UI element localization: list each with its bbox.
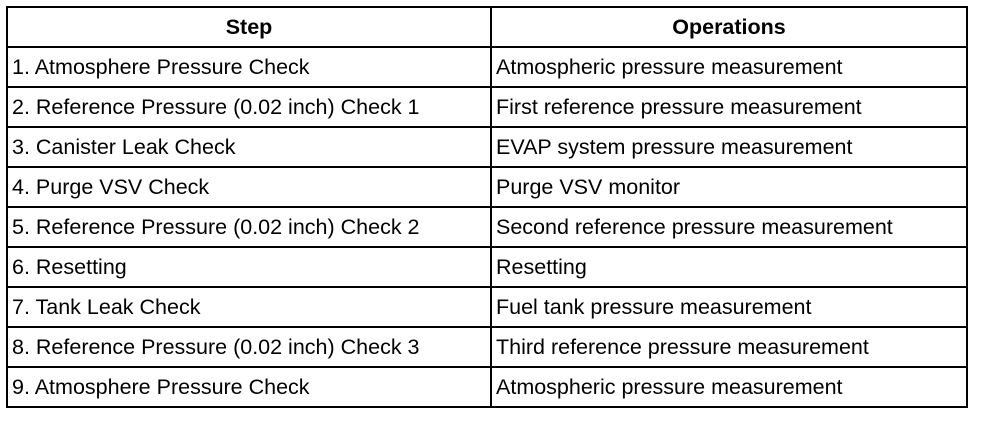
operation-cell: First reference pressure measurement	[491, 87, 967, 127]
operation-cell: Atmospheric pressure measurement	[491, 47, 967, 87]
table-row	[7, 287, 967, 327]
table-row	[7, 247, 967, 287]
table-row	[7, 47, 967, 87]
step-cell: 5. Reference Pressure (0.02 inch) Check 2	[7, 207, 491, 247]
table-row	[7, 87, 967, 127]
header-row	[7, 7, 967, 47]
operation-cell: EVAP system pressure measurement	[491, 127, 967, 167]
operation-cell: Atmospheric pressure measurement	[491, 367, 967, 407]
step-cell: 8. Reference Pressure (0.02 inch) Check 3	[7, 327, 491, 367]
step-cell: 3. Canister Leak Check	[7, 127, 491, 167]
operation-cell: Third reference pressure measurement	[491, 327, 967, 367]
operation-cell: Fuel tank pressure measurement	[491, 287, 967, 327]
table-row	[7, 207, 967, 247]
steps-operations-table	[6, 6, 968, 408]
operations-column-header: Operations	[491, 7, 967, 47]
step-cell: 9. Atmosphere Pressure Check	[7, 367, 491, 407]
step-cell: 6. Resetting	[7, 247, 491, 287]
table-header	[7, 7, 967, 47]
table-row	[7, 127, 967, 167]
step-cell: 1. Atmosphere Pressure Check	[7, 47, 491, 87]
table-row	[7, 367, 967, 407]
step-cell: 7. Tank Leak Check	[7, 287, 491, 327]
operation-cell: Resetting	[491, 247, 967, 287]
step-column-header: Step	[7, 7, 491, 47]
step-cell: 4. Purge VSV Check	[7, 167, 491, 207]
table-row	[7, 327, 967, 367]
operation-cell: Second reference pressure measurement	[491, 207, 967, 247]
table-row	[7, 167, 967, 207]
operation-cell: Purge VSV monitor	[491, 167, 967, 207]
step-cell: 2. Reference Pressure (0.02 inch) Check 1	[7, 87, 491, 127]
table-body	[7, 47, 967, 407]
